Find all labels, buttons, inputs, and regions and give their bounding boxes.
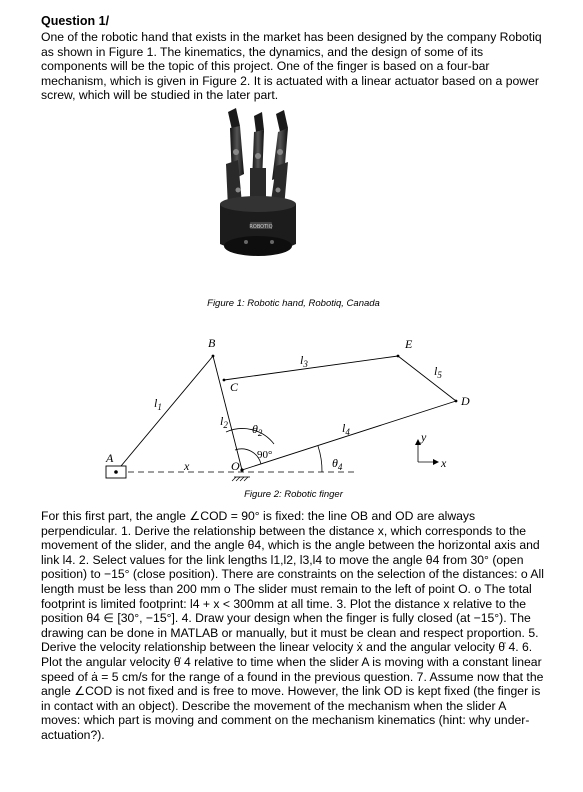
question-body: [41, 509, 546, 743]
question-title: Question 1/: [41, 14, 110, 28]
robotiq-logo: ROBOTIQ: [249, 224, 273, 230]
label-D: D: [461, 394, 470, 408]
figure1-caption: Figure 1: Robotic hand, Robotiq, Canada: [207, 298, 380, 309]
link-l5: [398, 356, 456, 401]
label-l5: $l_5$: [434, 364, 442, 380]
label-l1: $l_1$: [154, 396, 162, 412]
label-E: E: [405, 337, 413, 351]
question-intro: One of the robotic hand that exists in the market has been designed by the company Robotiq as shown in Figure 1. The kinematics, the dynamics, and the design of some of its components will be the topic of this project. One of the finger is based on a four-bar mechanism, which is given in Figure 2. It is actuated with a linear actuator based on a power screw, which will be studied in the later part.: [41, 30, 542, 103]
label-theta4: $\theta_4$: [332, 456, 343, 472]
question-tasks: For this first part, the angle ∠COD = 90° is fixed: the line OB and OD are always perpendicular. 1. Derive the relationship between the distance x, which corresponds to the movement of the slider, and the angle θ4, which is the angle between the horizontal axis and link l4. 2. Select values for the link lengths l1,l2, l3,l4 to move the angle θ4 from 30° (open position) to −15° (close position). There are constraints on the selection of the distances: o All length must be less than 200 mm o The slider must remain to the left of point O. o The total footprint is limited footprint: l4 + x < 300mm at all time. 3. Plot the distance x relative to the position θ4 ∈ [30°, −15°]. 4. Draw your design when the finger is fully closed (at −15°). The drawing can be done in MATLAB or manually, but it must be clean and respect proportion. 5. Derive the velocity relationship between the linear velocity ẋ and the angular velocity θ̇ 4. 6. Plot the angular velocity θ̇ 4 relative to time when the slider A is moving with a constant linear speed of ȧ = 5 cm/s for the range of a found in the previous question. 7. Assume now that the angle ∠COD is not fixed and is free to move. However, the link OD is kept fixed (the finger is in contact with an object). Describe the movement of the mechanism when the slider A moves: which part is moving and comment on the mechanism kinematics (hint: why under-actuation?).: [41, 509, 544, 742]
label-l4: $l_4$: [342, 421, 350, 437]
robotic-hand-image: [180, 104, 306, 272]
question-header: [41, 14, 546, 103]
link-l1: [116, 356, 213, 472]
figure2-caption: Figure 2: Robotic finger: [244, 489, 343, 500]
label-A: A: [106, 451, 114, 465]
label-theta2: $\theta_2$: [252, 422, 263, 438]
finger-mechanism-diagram: [100, 334, 480, 486]
label-x-slider: x: [184, 459, 190, 473]
label-C: C: [230, 380, 239, 394]
label-l2: $l_2$: [220, 414, 228, 430]
axis-y-label: y: [421, 430, 427, 444]
link-l2: [213, 356, 242, 470]
label-B: B: [208, 336, 216, 350]
axis-x-label: x: [441, 456, 447, 470]
theta4-arc: [318, 446, 322, 472]
label-O: O: [231, 459, 240, 473]
label-l3: $l_3$: [300, 353, 308, 369]
link-l3: [224, 356, 398, 380]
label-right-angle: 90°: [257, 449, 273, 461]
